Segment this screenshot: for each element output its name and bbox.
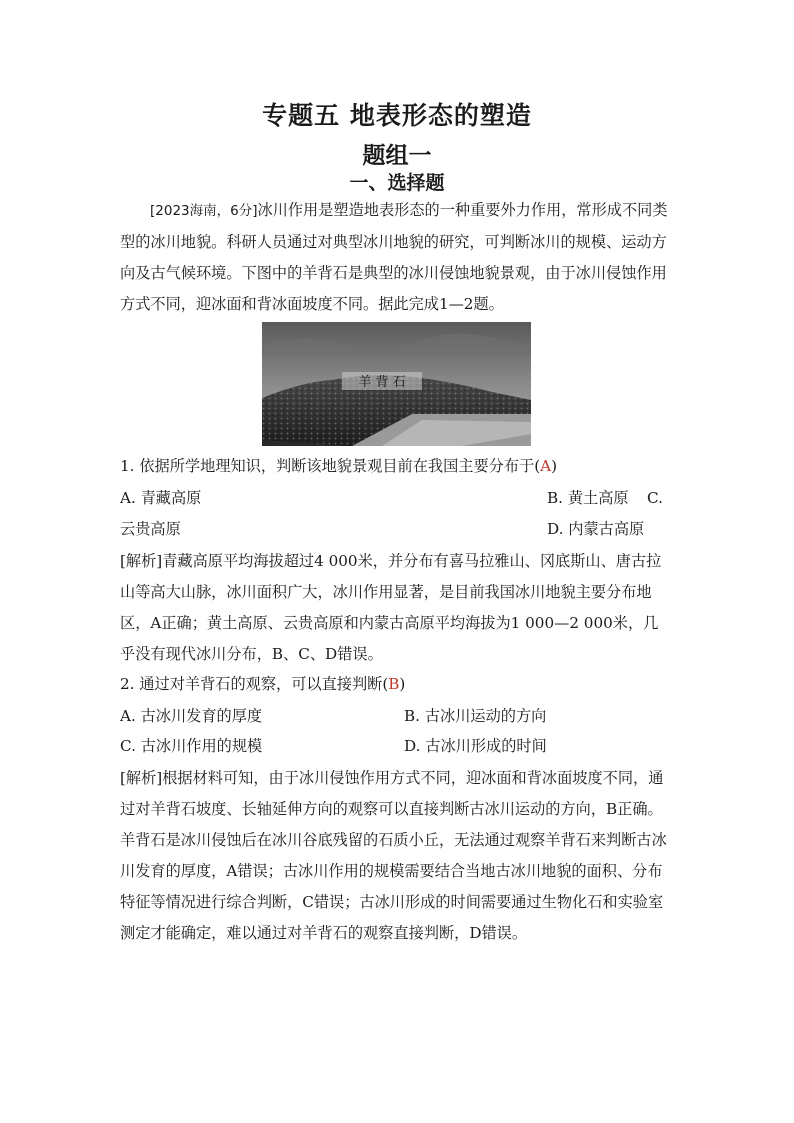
q1-option-c-text: 云贵高原	[120, 520, 181, 538]
q1-option-c-prefix: C.	[647, 489, 663, 507]
question-2-answer: B	[388, 675, 400, 693]
intro-paragraph	[120, 195, 672, 320]
question-1-answer: A	[540, 457, 552, 475]
intro-text: 冰川作用是塑造地表形态的一种重要外力作用，常形成不同类型的冰川地貌。科研人员通过对典型冰川地貌的研究，可判断冰川的规模、运动方向及古气候环境。下图中的羊背石是典型的冰川侵蚀地貌景观，由于冰川侵蚀作用方式不同，迎冰面和背冰面坡度不同。据此完成1—2题。	[120, 201, 668, 313]
q2-option-b: B. 古冰川运动的方向	[404, 707, 547, 725]
roche-moutonnee-image	[262, 322, 531, 446]
q2-option-c: C. 古冰川作用的规模	[120, 737, 263, 755]
question-2-analysis: [解析]根据材料可知，由于冰川侵蚀作用方式不同，迎冰面和背冰面坡度不同，通过对羊背石坡度、长轴延伸方向的观察可以直接判断古冰川运动的方向，B正确。羊背石是冰川侵蚀后在冰川谷底残留的石质小丘，无法通过观察羊背石来判断古冰川发育的厚度，A错误；古冰川作用的规模需要结合当地古冰川地貌的面积、分布特征等情况进行综合判断，C错误；古冰川形成的时间需要通过生物化石和实验室测定才能确定，难以通过对羊背石的观察直接判断，D错误。	[120, 769, 667, 942]
source-tag: [2023海南，6分]	[150, 203, 258, 219]
question-1-analysis: [解析]青藏高原平均海拔超过4 000米，并分布有喜马拉雅山、冈底斯山、唐古拉山等高大山脉，冰川面积广大，冰川作用显著，是目前我国冰川地貌主要分布地区，A正确；黄土高原、云贵高原和内蒙古高原平均海拔为1 000—2 000米，几乎没有现代冰川分布，B、C、D错误。	[120, 552, 662, 663]
section-title: 一、选择题	[349, 172, 445, 194]
q1-option-d: D. 内蒙古高原	[547, 520, 645, 538]
question-2-stem: 2. 通过对羊背石的观察，可以直接判断(B)	[120, 675, 406, 693]
group-title: 题组一	[362, 142, 432, 169]
q1-option-b: B. 黄土高原	[547, 489, 629, 507]
page-title: 专题五 地表形态的塑造	[262, 101, 532, 130]
q1-option-a: A. 青藏高原	[120, 489, 202, 507]
q2-option-a: A. 古冰川发育的厚度	[120, 707, 263, 725]
figure-label: 羊 背 石	[358, 375, 406, 390]
q2-option-d: D. 古冰川形成的时间	[404, 737, 547, 755]
glacier-photo	[262, 322, 531, 446]
question-1-stem: 1. 依据所学地理知识，判断该地貌景观目前在我国主要分布于(A)	[120, 457, 558, 475]
